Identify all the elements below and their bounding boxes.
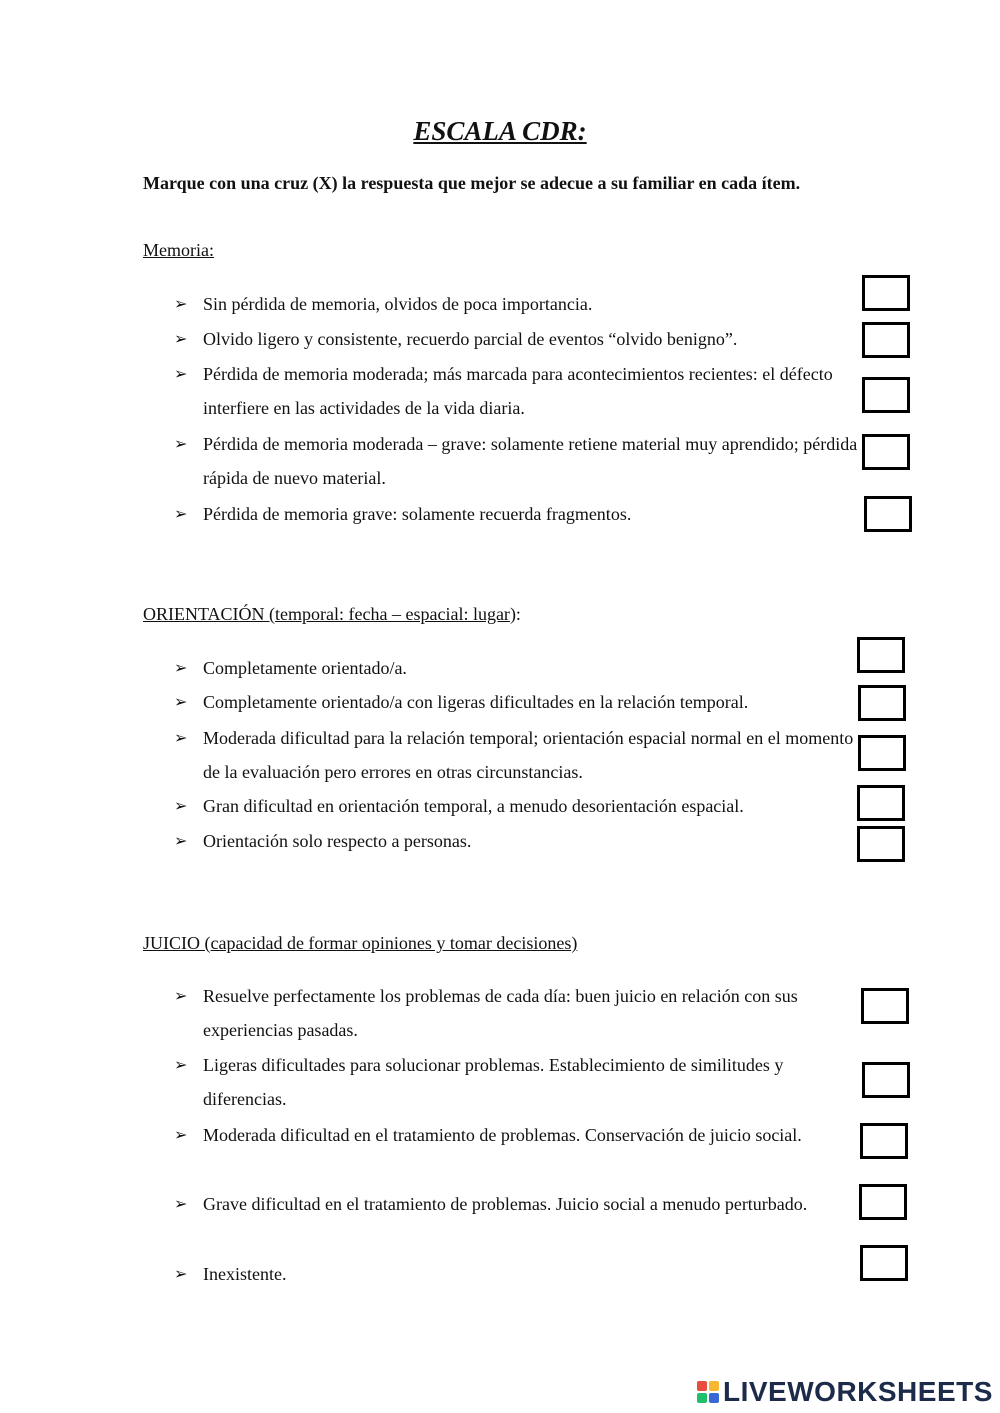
section-heading-juicio-underlined: JUICIO (capacidad de formar opiniones y tomar decisiones) (143, 933, 578, 953)
item-text: Orientación solo respecto a personas. (203, 831, 472, 851)
bullet-arrow-icon: ➢ (174, 1055, 188, 1074)
memoria-checkbox-1[interactable] (862, 275, 910, 311)
section-heading-orientacion-underlined: ORIENTACIÓN (temporal: fecha – espacial: lugar (143, 604, 510, 624)
liveworksheets-logo-icon (697, 1381, 719, 1403)
bullet-arrow-icon: ➢ (174, 504, 188, 523)
memoria-checkbox-5[interactable] (864, 496, 912, 532)
juicio-item-3 (174, 1118, 864, 1152)
item-text: Pérdida de memoria grave: solamente recuerda fragmentos. (203, 504, 632, 524)
orientacion-item-4 (174, 789, 864, 823)
bullet-arrow-icon: ➢ (174, 986, 188, 1005)
bullet-arrow-icon: ➢ (174, 434, 188, 453)
juicio-checkbox-4[interactable] (859, 1184, 907, 1220)
memoria-item-2 (174, 322, 864, 356)
orientacion-item-2 (174, 685, 864, 719)
bullet-arrow-icon: ➢ (174, 1264, 188, 1283)
memoria-item-4 (174, 427, 864, 495)
section-heading-orientacion-plain: ): (509, 604, 521, 624)
juicio-item-2 (174, 1048, 864, 1116)
section-heading-juicio (143, 933, 577, 954)
item-text: Olvido ligero y consistente, recuerdo parcial de eventos “olvido benigno”. (203, 329, 738, 349)
memoria-checkbox-3[interactable] (862, 377, 910, 413)
item-text: Moderada dificultad para la relación temporal; orientación espacial normal en el momento de la evaluación pero errores en otras circunstancias. (203, 728, 854, 782)
juicio-checkbox-1[interactable] (861, 988, 909, 1024)
bullet-arrow-icon: ➢ (174, 658, 188, 677)
bullet-arrow-icon: ➢ (174, 329, 188, 348)
logo-square-green (697, 1393, 707, 1403)
logo-square-red (697, 1381, 707, 1391)
orientacion-item-3 (174, 721, 864, 789)
instructions: Marque con una cruz (X) la respuesta que mejor se adecue a su familiar en cada ítem. (143, 173, 801, 193)
memoria-checkbox-4[interactable] (862, 434, 910, 470)
memoria-item-5 (174, 497, 864, 531)
orientacion-checkbox-2[interactable] (858, 685, 906, 721)
section-heading-memoria-underlined: Memoria: (143, 240, 214, 260)
item-text: Inexistente. (203, 1264, 287, 1284)
item-text: Pérdida de memoria moderada; más marcada para acontecimientos recientes: el défecto interfiere en las actividades de la vida diaria. (203, 364, 833, 418)
item-text: Ligeras dificultades para solucionar problemas. Establecimiento de similitudes y diferencias. (203, 1055, 784, 1109)
juicio-item-5 (174, 1257, 864, 1291)
memoria-item-1 (174, 287, 864, 321)
bullet-arrow-icon: ➢ (174, 728, 188, 747)
logo-square-blue (709, 1393, 719, 1403)
bullet-arrow-icon: ➢ (174, 1194, 188, 1213)
bullet-arrow-icon: ➢ (174, 692, 188, 711)
bullet-arrow-icon: ➢ (174, 364, 188, 383)
memoria-checkbox-2[interactable] (862, 322, 910, 358)
orientacion-item-1 (174, 651, 864, 685)
item-text: Gran dificultad en orientación temporal, a menudo desorientación espacial. (203, 796, 744, 816)
section-heading-orientacion (143, 604, 521, 625)
juicio-item-1 (174, 979, 864, 1047)
item-text: Moderada dificultad en el tratamiento de problemas. Conservación de juicio social. (203, 1125, 802, 1145)
item-text: Pérdida de memoria moderada – grave: solamente retiene material muy aprendido; pérdida rápida de nuevo material. (203, 434, 858, 488)
liveworksheets-logo-text: LIVEWORKSHEETS (723, 1376, 993, 1407)
juicio-checkbox-5[interactable] (860, 1245, 908, 1281)
orientacion-checkbox-5[interactable] (857, 826, 905, 862)
orientacion-checkbox-3[interactable] (858, 735, 906, 771)
memoria-item-3 (174, 357, 864, 425)
juicio-checkbox-2[interactable] (862, 1062, 910, 1098)
orientacion-item-5 (174, 824, 864, 858)
worksheet-title: ESCALA CDR: (413, 116, 587, 146)
item-text: Resuelve perfectamente los problemas de cada día: buen juicio en relación con sus experiencias pasadas. (203, 986, 798, 1040)
item-text: Grave dificultad en el tratamiento de problemas. Juicio social a menudo perturbado. (203, 1194, 808, 1214)
juicio-checkbox-3[interactable] (860, 1123, 908, 1159)
bullet-arrow-icon: ➢ (174, 1125, 188, 1144)
liveworksheets-logo (697, 1376, 993, 1408)
bullet-arrow-icon: ➢ (174, 796, 188, 815)
item-text: Completamente orientado/a con ligeras dificultades en la relación temporal. (203, 692, 749, 712)
section-heading-memoria (143, 240, 214, 261)
item-text: Completamente orientado/a. (203, 658, 407, 678)
orientacion-checkbox-1[interactable] (857, 637, 905, 673)
juicio-item-4 (174, 1187, 864, 1221)
item-text: Sin pérdida de memoria, olvidos de poca importancia. (203, 294, 593, 314)
bullet-arrow-icon: ➢ (174, 294, 188, 313)
logo-square-yellow (709, 1381, 719, 1391)
bullet-arrow-icon: ➢ (174, 831, 188, 850)
orientacion-checkbox-4[interactable] (857, 785, 905, 821)
